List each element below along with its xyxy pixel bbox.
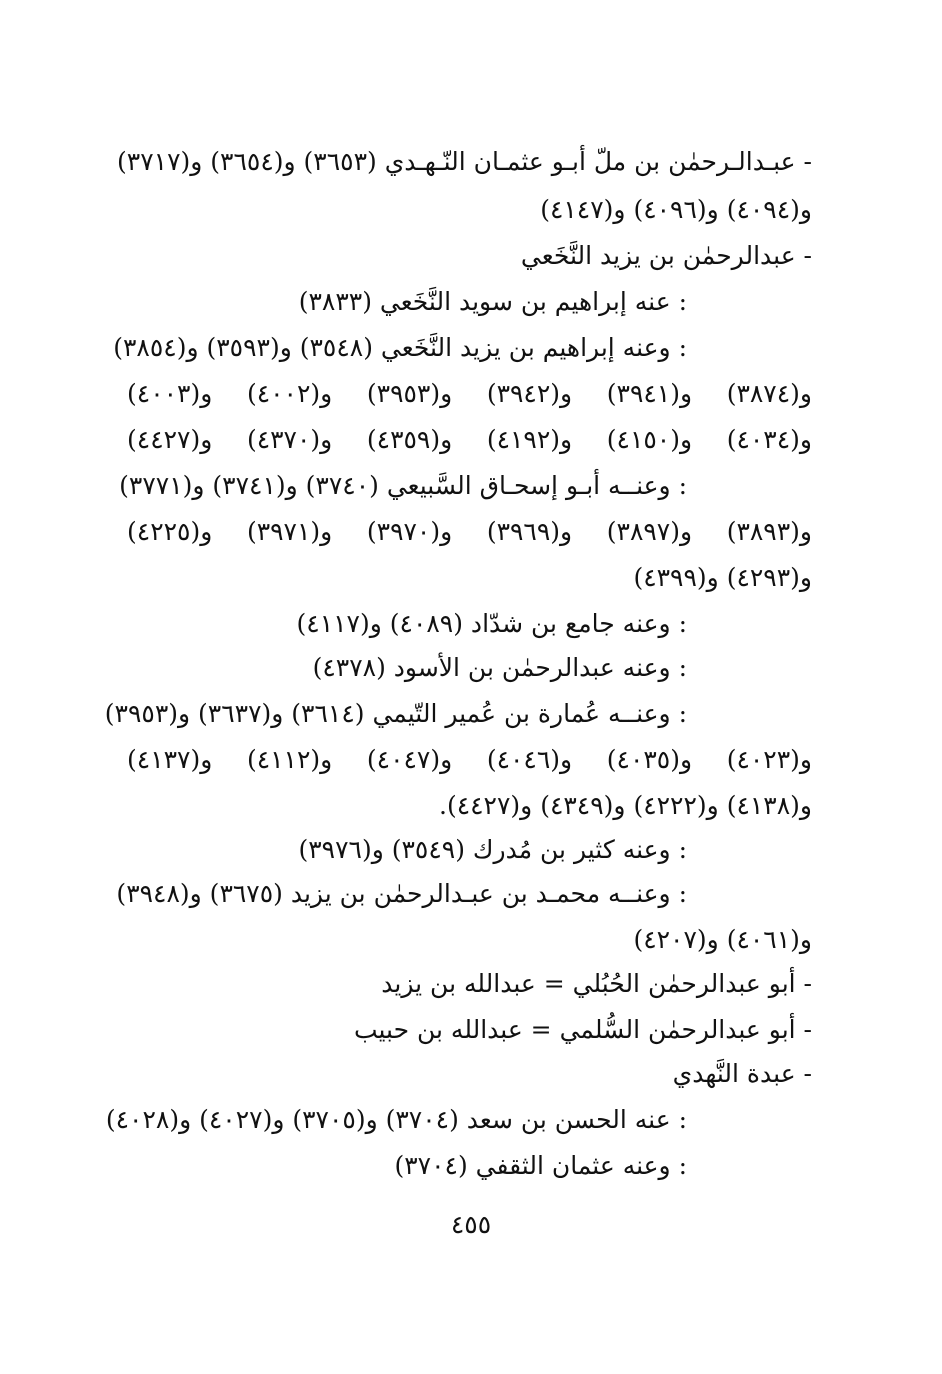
text-line: : عنه الحسن بن سعد (٣٧٠٤) و(٣٧٠٥) و(٤٠٢٧) و(٤٠٢٨) [105, 1105, 687, 1134]
text-line: : وعنه كثير بن مُدرك (٣٥٤٩) و(٣٩٧٦) [298, 835, 687, 864]
text-line: : وعنه إبراهيم بن يزيد النَّخَعي (٣٥٤٨) و(٣٥٩٣) و(٣٨٥٤) [113, 333, 687, 362]
text-line: و(٤٠٣٤) و(٤١٥٠) و(٤١٩٢) و(٤٣٥٩) و(٤٣٧٠) و(٤٤٢٧) [127, 425, 812, 454]
text-line: : وعنه عثمان الثقفي (٣٧٠٤) [394, 1151, 687, 1180]
page-number: ٤٥٥ [450, 1210, 492, 1239]
text-line: و(٣٨٩٣) و(٣٨٩٧) و(٣٩٦٩) و(٣٩٧٠) و(٣٩٧١) و(٤٢٢٥) [127, 517, 812, 546]
text-line: : وعنه عبدالرحمٰن بن الأسود (٤٣٧٨) [312, 653, 687, 682]
text-line: : وعنــه عُمارة بن عُمير التّيمي (٣٦١٤) و(٣٦٣٧) و(٣٩٥٣) [104, 699, 687, 728]
text-line: و(٤٢٩٣) و(٤٣٩٩) [633, 563, 812, 592]
text-line: : وعنه جامع بن شدّاد (٤٠٨٩) و(٤١١٧) [296, 609, 687, 638]
text-line: و(٤٠٩٤) و(٤٠٩٦) و(٤١٤٧) [540, 195, 812, 224]
text-line: و(٤٠٢٣) و(٤٠٣٥) و(٤٠٤٦) و(٤٠٤٧) و(٤١١٢) و(٤١٣٧) [127, 745, 812, 774]
text-line: : وعنــه أبـو إسحـاق السَّبيعي (٣٧٤٠) و(٣٧٤١) و(٣٧٧١) [119, 471, 687, 500]
text-line: - عبدة النَّهدي [672, 1059, 812, 1088]
text-line: و(٤١٣٨) و(٤٢٢٢) و(٤٣٤٩) و(٤٤٢٧). [439, 791, 812, 820]
text-line: - أبو عبدالرحمٰن الحُبُلي = عبدالله بن يزيد [381, 969, 812, 998]
text-line: - عبـدالـرحمٰن بن ملّ أبـو عثمـان النّـهـدي (٣٦٥٣) و(٣٦٥٤) و(٣٧١٧) [117, 147, 812, 176]
text-line: و(٣٨٧٤) و(٣٩٤١) و(٣٩٤٢) و(٣٩٥٣) و(٤٠٠٢) و(٤٠٠٣) [127, 379, 812, 408]
text-line: - أبو عبدالرحمٰن السُّلمي = عبدالله بن حبيب [353, 1015, 812, 1044]
text-line: - عبدالرحمٰن بن يزيد النَّخَعي [520, 241, 812, 270]
text-line: : عنه إبراهيم بن سويد النَّخَعي (٣٨٣٣) [298, 287, 687, 316]
text-line: و(٤٠٦١) و(٤٢٠٧) [633, 925, 812, 954]
text-line: : وعنــه محمـد بن عبـدالرحمٰن بن يزيد (٣٦٧٥) و(٣٩٤٨) [116, 879, 687, 908]
